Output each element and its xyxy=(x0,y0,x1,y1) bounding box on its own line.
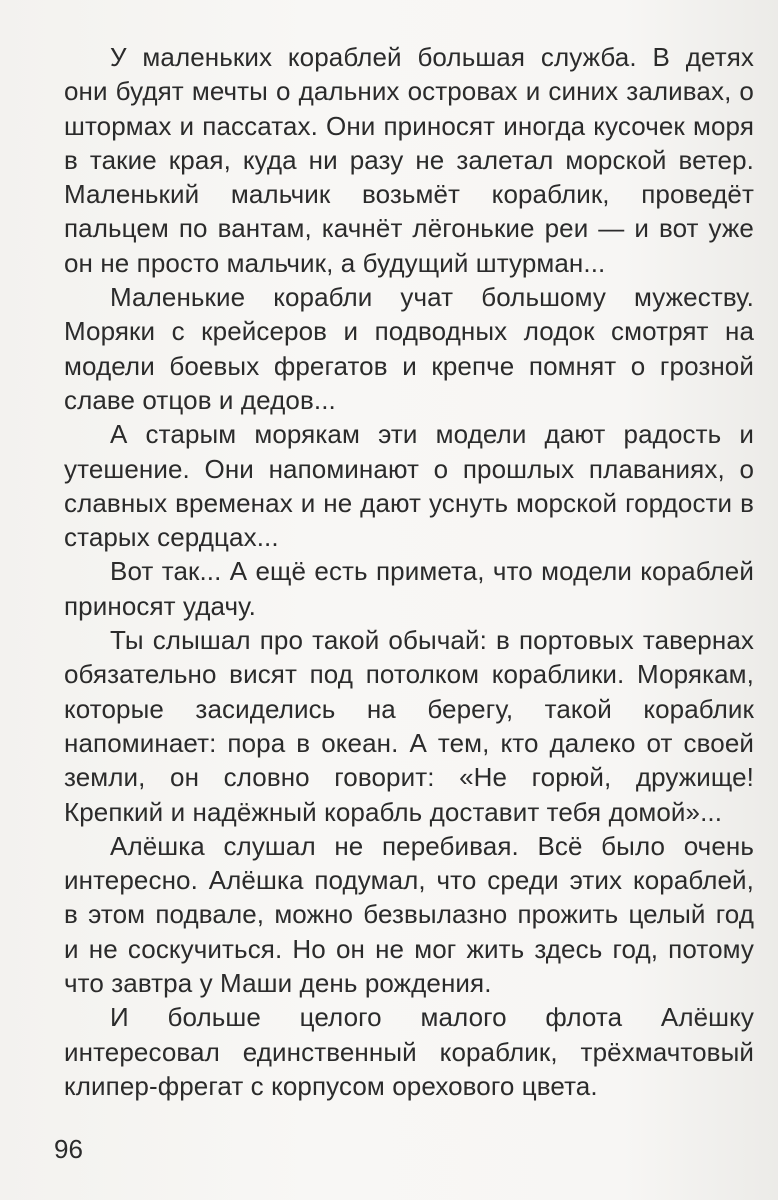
body-text xyxy=(64,40,754,1103)
paragraph-4: Вот так... А ещё есть примета, что модели кораблей приносят удачу. xyxy=(64,556,754,621)
paragraph-5: Ты слышал про такой обычай: в портовых тавернах обязательно висят под потолком кораблики. Морякам, которые засиделись на берегу, такой кораблик напоминает: пора в океан. А тем, кто далеко от своей земли, он словно говорит: «Не горюй, дружище! Крепкий и надёжный корабль доставит тебя домой»... xyxy=(64,625,754,827)
paragraph-2: Маленькие корабли учат большому мужеству. Моряки с крейсеров и подводных лодок смотрят на модели боевых фрегатов и крепче помнят о грозной славе отцов и дедов... xyxy=(64,282,754,415)
paragraph-6: Алёшка слушал не перебивая. Всё было очень интересно. Алёшка подумал, что среди этих кораблей, в этом подвале, можно безвылазно прожить целый год и не соскучиться. Но он не мог жить здесь год, потому что завтра у Маши день рождения. xyxy=(64,830,754,999)
paragraph-7: И больше целого малого флота Алёшку интересовал единственный кораблик, трёхмачтовый клипер-фрегат с корпусом орехового цвета. xyxy=(64,1002,754,1101)
page-number: 96 xyxy=(54,1134,83,1164)
paragraph-3: А старым морякам эти модели дают радость и утешение. Они напоминают о прошлых плаваниях, о славных временах и не дают уснуть морской гордости в старых сердцах... xyxy=(64,419,754,553)
paragraph-1: У маленьких кораблей большая служба. В детях они будят мечты о дальних островах и синих заливах, о штормах и пассатах. Они приносят иногда кусочек моря в такие края, куда ни разу не залетал морской ветер. Маленький мальчик возьмёт кораблик, проведёт пальцем по вантам, качнёт лёгонькие реи — и вот уже он не просто мальчик, а будущий штурман... xyxy=(64,42,754,278)
